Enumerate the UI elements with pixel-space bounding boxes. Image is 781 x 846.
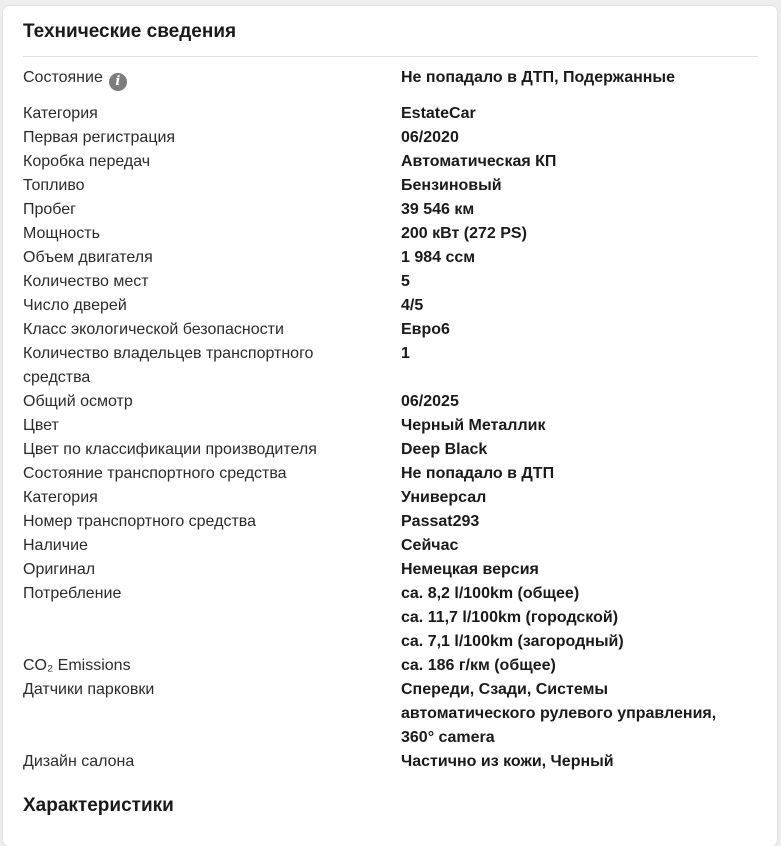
spec-label: Количество владельцев транспортного средства (23, 345, 314, 386)
spec-label: Первая регистрация (23, 129, 176, 146)
spec-value: Черный Металлик (401, 417, 546, 434)
section-title: Технические сведения (23, 21, 237, 42)
spec-row (23, 246, 763, 270)
spec-row (23, 678, 763, 750)
spec-value: Сейчас (401, 537, 459, 554)
spec-value: EstateCar (401, 105, 476, 122)
spec-value: 1 984 ccм (401, 249, 476, 266)
info-icon[interactable]: i (109, 73, 127, 91)
spec-row (23, 438, 763, 462)
spec-row (23, 174, 763, 198)
spec-value: Автоматическая КП (401, 153, 557, 170)
spec-value: 06/2025 (401, 393, 459, 410)
spec-label: Общий осмотр (23, 393, 133, 410)
spec-label: CO₂ Emissions (23, 657, 131, 674)
spec-row (23, 486, 763, 510)
spec-value: 06/2020 (401, 129, 459, 146)
spec-row (23, 582, 763, 654)
spec-row (23, 198, 763, 222)
spec-row (23, 510, 763, 534)
spec-label: Категория (23, 489, 98, 506)
spec-row (23, 750, 763, 774)
spec-row (23, 126, 763, 150)
spec-row (23, 150, 763, 174)
spec-label: Объем двигателя (23, 249, 153, 266)
spec-value: 5 (401, 273, 410, 290)
spec-value: Не попадало в ДТП, Подержанные (401, 69, 675, 86)
spec-label: Пробег (23, 201, 77, 218)
divider (23, 56, 758, 57)
spec-label: Класс экологической безопасности (23, 321, 284, 338)
spec-row (23, 342, 763, 390)
spec-row (23, 534, 763, 558)
spec-label: Состояние i (23, 66, 401, 91)
spec-value: ca. 8,2 l/100km (общее) ca. 11,7 l/100km (городской) ca. 7,1 l/100km (загородный) (401, 585, 624, 650)
spec-value: Частично из кожи, Черный (401, 753, 614, 770)
spec-value: Спереди, Сзади, Системы автоматического рулевого управления, 360° camera (401, 681, 717, 746)
spec-row (23, 654, 763, 678)
spec-label: Оригинал (23, 561, 96, 578)
spec-value: Бензиновый (401, 177, 502, 194)
spec-label: Состояние транспортного средства (23, 465, 287, 482)
spec-value: Deep Black (401, 441, 488, 458)
spec-label: Потребление (23, 585, 122, 602)
spec-value: Евро6 (401, 321, 450, 338)
spec-value: 200 кВт (272 PS) (401, 225, 527, 242)
spec-value: Немецкая версия (401, 561, 539, 578)
spec-label: Категория (23, 105, 98, 122)
spec-row (23, 558, 763, 582)
spec-label: Коробка передач (23, 153, 151, 170)
spec-value: 39 546 км (401, 201, 475, 218)
spec-value: ca. 186 г/км (общее) (401, 657, 556, 674)
spec-row (23, 318, 763, 342)
spec-label: Датчики парковки (23, 681, 155, 698)
specs-list (23, 66, 763, 774)
spec-value: 4/5 (401, 297, 424, 314)
spec-row (23, 270, 763, 294)
spec-label: Цвет (23, 417, 59, 434)
spec-label: Цвет по классификации производителя (23, 441, 317, 458)
spec-row (23, 390, 763, 414)
spec-label: Наличие (23, 537, 88, 554)
spec-row (23, 414, 763, 438)
spec-label: Количество мест (23, 273, 149, 290)
spec-row (23, 102, 763, 126)
spec-row (23, 462, 763, 486)
spec-value: Не попадало в ДТП (401, 465, 555, 482)
spec-value: Passat293 (401, 513, 480, 530)
spec-label: Номер транспортного средства (23, 513, 256, 530)
spec-value: 1 (401, 345, 410, 362)
spec-label: Мощность (23, 225, 100, 242)
spec-label: Дизайн салона (23, 753, 135, 770)
spec-row (23, 294, 763, 318)
next-section-title: Характеристики (23, 795, 174, 816)
spec-row-condition (23, 66, 763, 91)
spec-value: Универсал (401, 489, 487, 506)
spec-label: Число дверей (23, 297, 127, 314)
technical-details-card (3, 6, 777, 846)
spec-label: Топливо (23, 177, 85, 194)
spec-row (23, 222, 763, 246)
